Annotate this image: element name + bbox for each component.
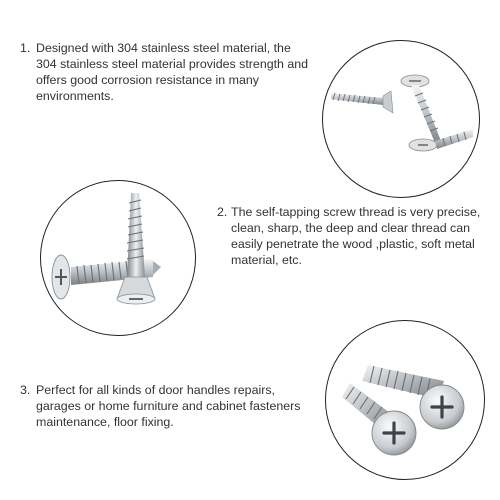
screw-illustration-3 bbox=[326, 321, 484, 479]
feature-3-text: Perfect for all kinds of door handles repairs, garages or home furniture and cabinet fasteners maintenance, floor fixing. bbox=[36, 383, 301, 429]
screw-illustration-1 bbox=[323, 41, 479, 197]
feature-2-number: 2. bbox=[217, 205, 228, 219]
feature-1 bbox=[20, 40, 312, 104]
screw-image-material bbox=[322, 40, 480, 198]
screw-icon bbox=[401, 75, 441, 143]
screw-icon bbox=[331, 91, 393, 113]
feature-3 bbox=[20, 382, 312, 430]
screw-image-thread bbox=[40, 180, 196, 336]
screw-icon bbox=[409, 129, 473, 151]
feature-2 bbox=[217, 204, 497, 268]
feature-2-text: The self-tapping screw thread is very precise, clean, sharp, the deep and clear thread can easily penetrate the wood ,plastic, soft metal material, etc. bbox=[231, 205, 481, 267]
screw-icon bbox=[342, 383, 416, 455]
feature-3-number: 3. bbox=[20, 383, 31, 397]
feature-1-text: Designed with 304 stainless steel material, the 304 stainless steel material provides strength and offers good corrosion resistance in many environments. bbox=[36, 41, 309, 103]
screw-image-application bbox=[325, 320, 485, 480]
screw-icon bbox=[117, 193, 155, 304]
screw-illustration-2 bbox=[41, 181, 195, 335]
feature-1-number: 1. bbox=[20, 41, 31, 55]
